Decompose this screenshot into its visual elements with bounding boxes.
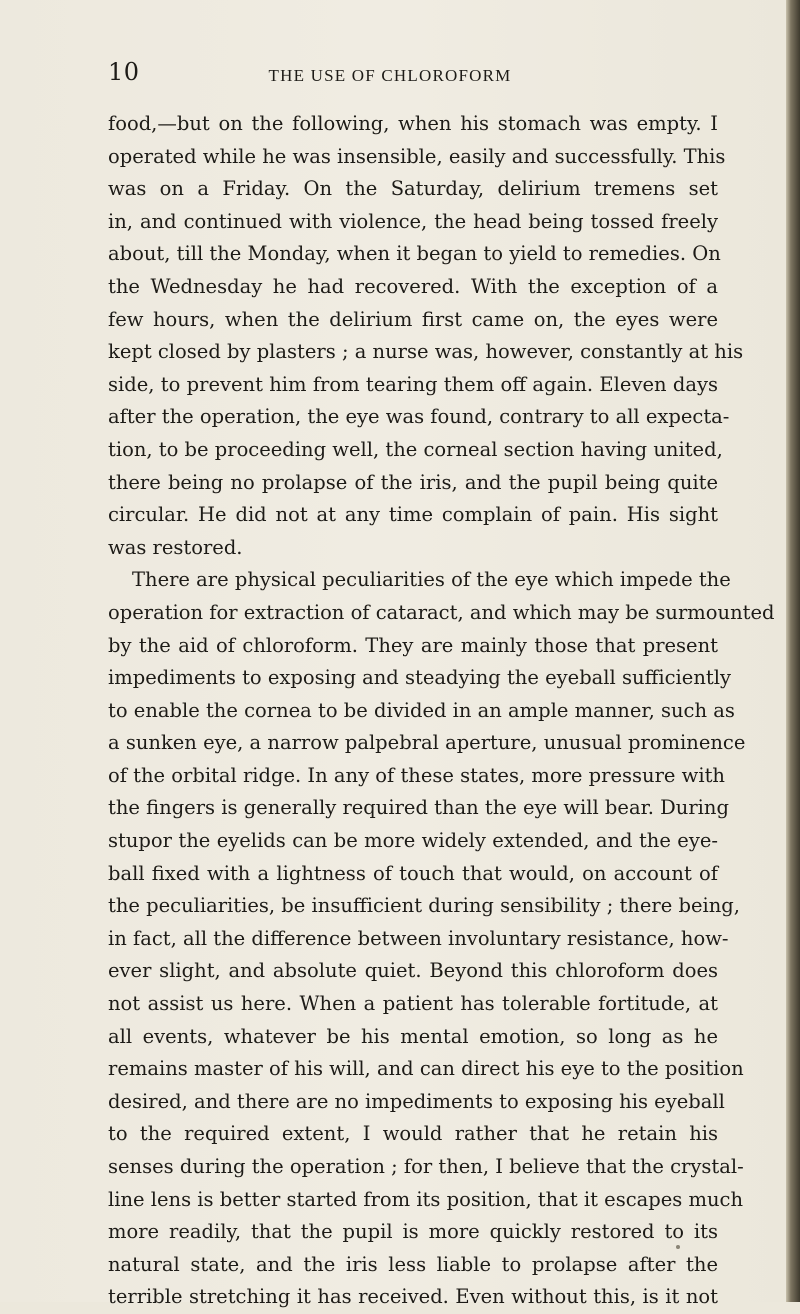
text-line: terrible stretching it has received. Even without this, is it not (108, 1285, 718, 1309)
text-line: in fact, all the difference between involuntary resistance, how- (108, 926, 729, 950)
running-title: THE USE OF CHLOROFORM (268, 66, 512, 85)
text-line: operation for extraction of cataract, and which may be surmounted (108, 600, 775, 624)
text-line: was on a Friday. On the Saturday, delirium tremens set (108, 177, 718, 201)
text-line: circular. He did not at any time complain of pain. His sight (108, 503, 718, 527)
text-line: to the required extent, I would rather that he retain his (108, 1122, 718, 1146)
text-line-paragraph-end: was restored. (108, 535, 243, 559)
text-line: more readily, that the pupil is more quickly restored to its (108, 1220, 718, 1244)
text-line: the peculiarities, be insufficient during sensibility ; there being, (108, 894, 740, 918)
text-line: the Wednesday he had recovered. With the exception of a (108, 274, 718, 298)
text-line: few hours, when the delirium first came on, the eyes were (108, 307, 718, 331)
page-number: 10 (108, 58, 140, 86)
text-line: food,—but on the following, when his stomach was empty. I (108, 112, 718, 135)
text-line: the fingers is generally required than the eye will bear. During (108, 796, 729, 820)
text-line: ball fixed with a lightness of touch that would, on account of (108, 861, 718, 885)
text-line: kept closed by plasters ; a nurse was, however, constantly at his (108, 340, 744, 364)
book-spine-edge (786, 0, 800, 1302)
text-line: line lens is better started from its position, that it escapes much (108, 1187, 744, 1211)
text-line: operated while he was insensible, easily and successfully. This (108, 144, 726, 168)
text-line: not assist us here. When a patient has tolerable fortitude, at (108, 992, 718, 1016)
text-line: ever slight, and absolute quiet. Beyond this chloroform does (108, 959, 718, 983)
text-line: remains master of his will, and can direct his eye to the position (108, 1057, 744, 1081)
text-line: of the orbital ridge. In any of these states, more pressure with (108, 763, 725, 787)
text-line: in, and continued with violence, the head being tossed freely (108, 209, 718, 233)
text-line: about, till the Monday, when it began to yield to remedies. On (108, 242, 721, 266)
text-line: there being no prolapse of the iris, and the pupil being quite (108, 470, 718, 494)
text-line: tion, to be proceeding well, the corneal section having united, (108, 437, 723, 461)
text-line: after the operation, the eye was found, contrary to all expecta- (108, 405, 730, 429)
text-line: senses during the operation ; for then, I believe that the crystal- (108, 1155, 744, 1178)
text-line: stupor the eyelids can be more widely extended, and the eye- (108, 829, 718, 853)
text-line: all events, whatever be his mental emotion, so long as he (108, 1024, 718, 1048)
text-line: by the aid of chloroform. They are mainly those that present (108, 633, 718, 657)
text-line: a sunken eye, a narrow palpebral aperture, unusual prominence (108, 731, 746, 755)
body-text (108, 108, 775, 1314)
text-line: impediments to exposing and steadying the eyeball sufficiently (108, 666, 731, 690)
text-line: to enable the cornea to be divided in an ample manner, such as (108, 698, 735, 722)
text-line-paragraph-start: There are physical peculiarities of the eye which impede the (132, 568, 731, 592)
text-line: side, to prevent him from tearing them off again. Eleven days (108, 372, 718, 396)
paper-speck (676, 1245, 680, 1249)
text-line: natural state, and the iris less liable to prolapse after the (108, 1252, 718, 1276)
text-line: desired, and there are no impediments to exposing his eyeball (108, 1089, 725, 1113)
